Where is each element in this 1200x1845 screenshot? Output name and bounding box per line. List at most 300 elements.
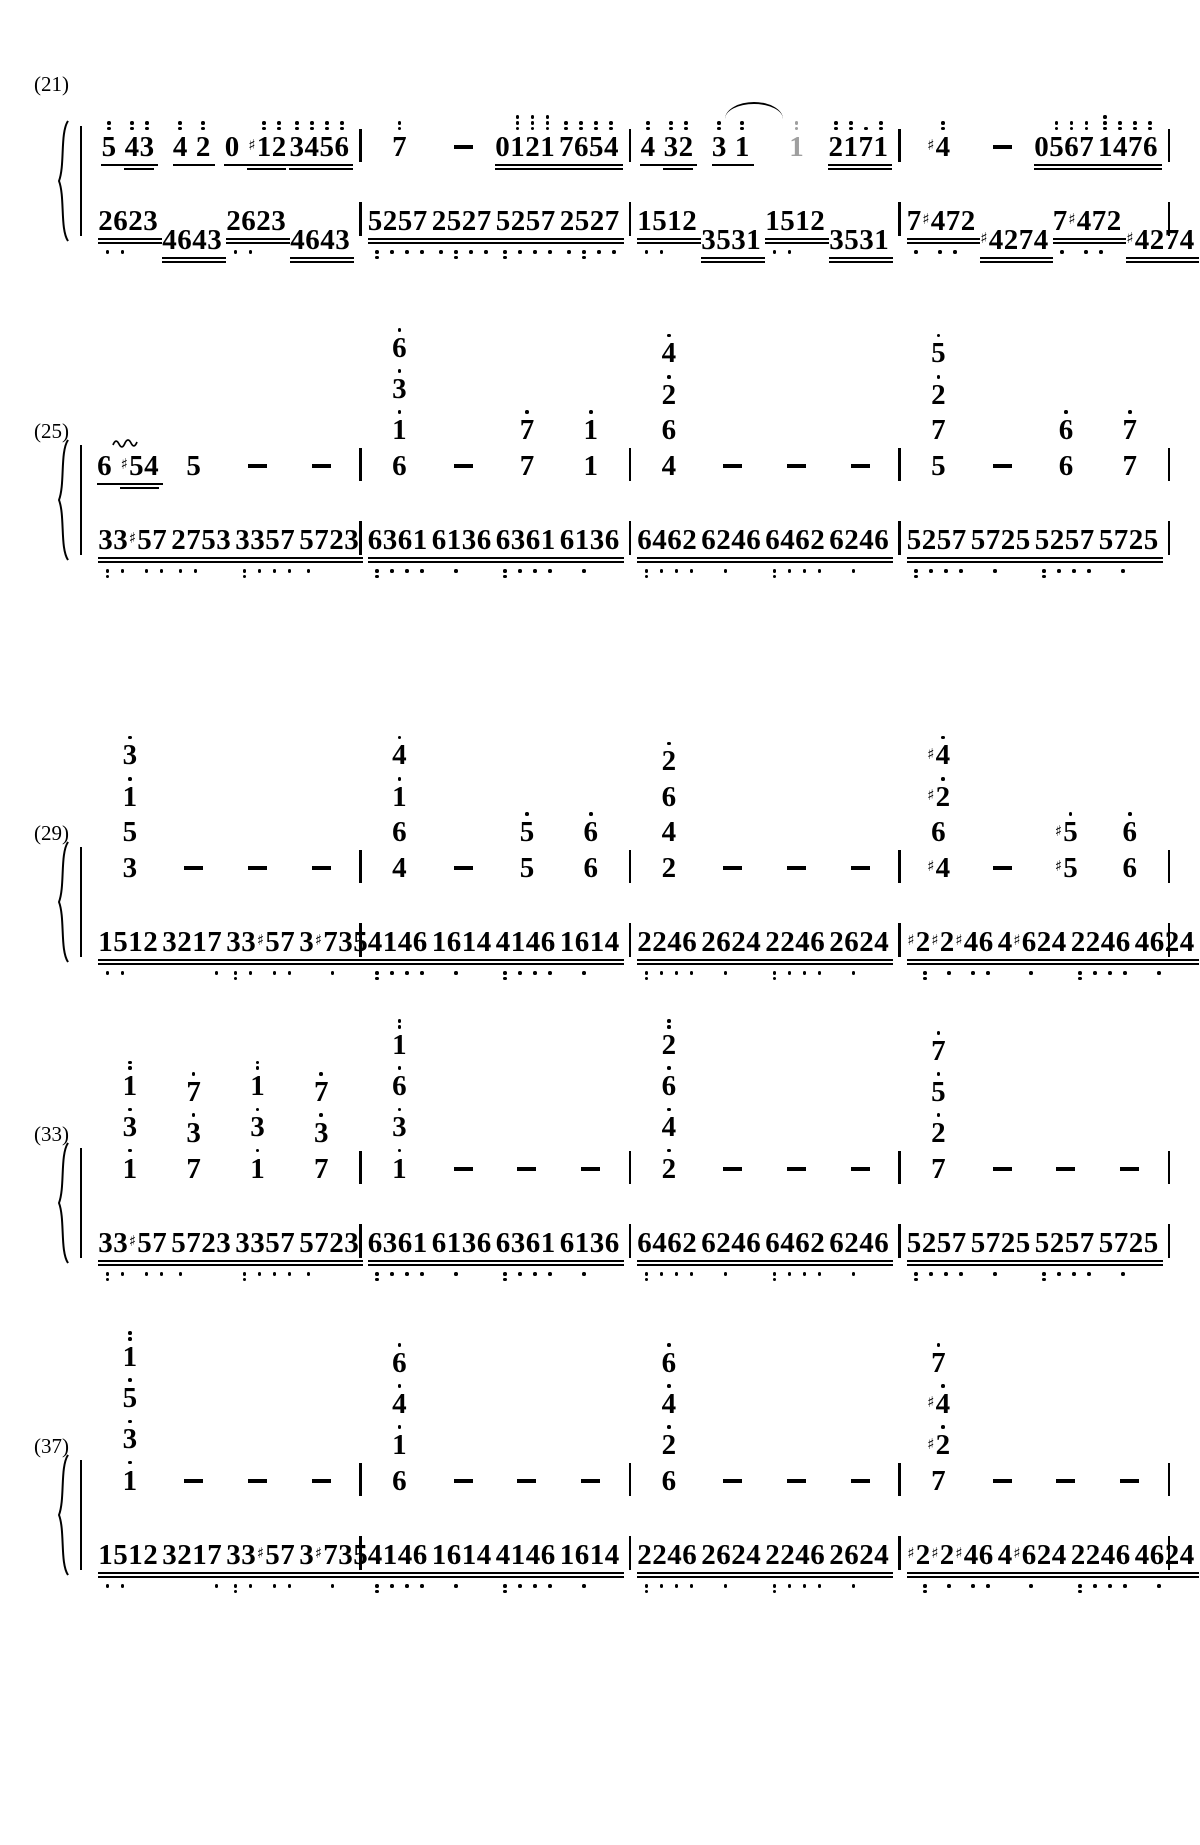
note-digit: 6	[1115, 925, 1131, 958]
note-digit-cell	[280, 927, 295, 957]
note-digit: 2	[1128, 1226, 1144, 1259]
octave-dot-above	[128, 1061, 132, 1065]
sharp-icon: ♯	[927, 1434, 935, 1453]
note-digit: 6	[716, 1538, 731, 1571]
note-digit: 3	[299, 925, 314, 958]
note-digit: 1	[789, 130, 804, 163]
note-digit: 5	[201, 523, 216, 556]
note-digit: 1	[874, 223, 889, 256]
note-digit: 6	[574, 1538, 590, 1571]
note-digit: 2	[921, 523, 937, 556]
octave-dot-below	[390, 1272, 394, 1276]
note-digit-cell	[859, 225, 874, 255]
note-digit: 7	[858, 130, 873, 163]
note-token	[661, 333, 676, 369]
note-digit: 4	[1051, 925, 1067, 958]
note-token	[931, 415, 946, 445]
octave-dot-below	[1078, 971, 1082, 975]
note-digit: 5	[970, 523, 986, 556]
note-digit: 6	[412, 925, 428, 958]
note-digit-cell	[1086, 1540, 1101, 1570]
measure	[901, 114, 1168, 162]
note-digit: 6	[604, 523, 620, 556]
note-digit-cell	[678, 120, 693, 162]
note-digit-cell	[810, 1540, 825, 1570]
below-dot-cell	[385, 249, 400, 255]
note-digit-cell	[235, 525, 250, 555]
beam-underline	[235, 561, 299, 563]
note-group	[1126, 225, 1199, 255]
note-digit: 4	[392, 739, 407, 772]
note-group-with-dots	[907, 1228, 971, 1277]
note-digit-cell	[152, 1228, 167, 1258]
dash-note	[581, 1167, 600, 1171]
below-dot-cell	[115, 1271, 130, 1277]
below-dot-cell	[861, 1271, 876, 1277]
beam-underline	[765, 557, 829, 559]
note-digit: 5	[1015, 523, 1031, 556]
note-digit: 6	[392, 1070, 407, 1103]
beam-underline	[162, 257, 226, 259]
note-digit: 3	[226, 1538, 241, 1571]
octave-dot-below	[1099, 250, 1103, 254]
note-digit: 2	[780, 925, 795, 958]
note-token	[368, 927, 428, 957]
chord-stack	[388, 1018, 411, 1184]
beam-underline	[98, 1572, 162, 1574]
octave-dot-below	[420, 1584, 424, 1588]
note-digit-cell	[216, 1228, 231, 1258]
beam-underline	[971, 561, 1035, 563]
note-token	[907, 525, 967, 555]
note-digit: 6	[525, 1226, 541, 1259]
note-digit-cell	[844, 927, 859, 957]
octave-dot-above	[277, 121, 281, 125]
octave-dot-above	[531, 121, 535, 125]
note-digit: 6	[1122, 851, 1137, 884]
note-token	[560, 206, 620, 236]
note-digit-cell	[392, 735, 407, 771]
dash-note	[454, 464, 473, 468]
below-dot-cell	[1067, 1271, 1082, 1277]
note-digit-cell	[1180, 927, 1195, 957]
note-digit-cell	[1099, 525, 1114, 555]
note-digit-cell	[661, 415, 676, 445]
note-digit: 2	[731, 1538, 746, 1571]
note-digit-cell	[661, 1107, 676, 1143]
octave-dot-below	[548, 1584, 552, 1588]
octave-dot-below	[1087, 569, 1091, 573]
below-dot-cell	[812, 568, 827, 574]
beat	[1034, 1479, 1098, 1496]
note-digit: 1	[446, 523, 462, 556]
beam-underline	[299, 963, 372, 965]
note-digit-cell	[152, 525, 167, 555]
octave-dot-below	[331, 971, 335, 975]
note-group	[1099, 1228, 1163, 1258]
note-token	[314, 1112, 329, 1148]
note-digit: 4	[997, 925, 1013, 958]
note-digit-cell	[859, 1540, 874, 1570]
octave-dot-above	[516, 121, 520, 125]
note-digit: 5	[495, 204, 511, 237]
note-digit-cell	[637, 927, 652, 957]
octave-dot-below	[439, 250, 443, 254]
note-token	[765, 206, 825, 236]
octave-dot-above	[531, 115, 535, 119]
note-digit-cell	[858, 126, 873, 162]
note-token	[392, 1148, 407, 1184]
sharp-spacer	[957, 970, 966, 976]
dash-note	[723, 464, 742, 468]
below-dot-cell	[543, 568, 558, 574]
note-group	[971, 1228, 1035, 1258]
octave-dot-below	[469, 250, 473, 254]
note-group-with-dots	[560, 206, 624, 255]
beam-underline	[1053, 242, 1126, 244]
note-token	[1135, 1540, 1195, 1570]
note-digit: 4	[930, 204, 946, 237]
note-digit-cell	[989, 225, 1004, 255]
beam-underline	[701, 1260, 765, 1262]
below-dot-cell	[237, 1271, 252, 1277]
note-digit: 6	[637, 523, 652, 556]
note-group	[299, 1540, 372, 1570]
note-token	[496, 927, 556, 957]
note-digit-cell	[413, 1540, 428, 1570]
note-digit-cell	[1092, 206, 1107, 236]
note-group	[829, 927, 893, 957]
beam-underline	[299, 1264, 363, 1266]
note-digit-cell	[652, 206, 667, 236]
note-digit: 6	[540, 1538, 556, 1571]
octave-dot-below	[914, 1272, 918, 1276]
octave-dot-below	[548, 1272, 552, 1276]
note-digit: 4	[162, 223, 177, 256]
measure	[92, 925, 368, 976]
note-digit: 6	[392, 1464, 407, 1497]
note-digit: 3	[235, 1226, 250, 1259]
note-digit-cell	[1050, 1228, 1065, 1258]
note-digit: 1	[843, 130, 858, 163]
note-digit-cell	[496, 927, 511, 957]
note-group	[1099, 525, 1163, 555]
note-token	[392, 327, 407, 363]
note-digit-cell	[931, 1154, 946, 1184]
octave-dot-above	[879, 127, 883, 131]
beam-underline	[290, 261, 354, 263]
note-group-with-dots	[829, 525, 893, 574]
beat	[1034, 811, 1098, 883]
note-group-with-dots	[432, 1228, 496, 1277]
dash-note	[993, 145, 1012, 149]
beam-underline	[299, 959, 372, 961]
note-digit: 6	[716, 925, 731, 958]
note-digit: 2	[177, 1538, 192, 1571]
note-digit-cell	[1053, 206, 1068, 236]
beam-underline	[1035, 557, 1099, 559]
note-digit-cell	[931, 1030, 946, 1066]
below-dot-cell	[1152, 970, 1167, 976]
octave-dot-below	[106, 1584, 110, 1588]
octave-dot-above	[594, 127, 598, 131]
note-digit-cell	[398, 1540, 413, 1570]
octave-dot-above	[1133, 127, 1137, 131]
below-dot-cell	[748, 970, 763, 976]
note-digit: 2	[1000, 523, 1016, 556]
below-dot-cell	[1079, 249, 1094, 255]
note-digit-cell	[1165, 1540, 1180, 1570]
note-digit: 2	[859, 925, 874, 958]
note-group	[765, 206, 829, 236]
note-token	[392, 1342, 407, 1378]
dash-note	[184, 866, 203, 870]
note-digit-cell	[447, 525, 462, 555]
note-digit-cell	[462, 1228, 477, 1258]
note-group-with-dots	[971, 1228, 1035, 1277]
octave-dots-below-row	[434, 1271, 494, 1277]
beam-underline	[171, 1260, 235, 1262]
note-group-with-dots	[226, 927, 299, 976]
note-digit-cell	[712, 120, 727, 162]
note-digit: 4	[731, 1226, 746, 1259]
below-dot-cell	[876, 1583, 891, 1589]
note-token	[250, 1148, 265, 1184]
below-dot-cell	[1118, 1583, 1133, 1589]
beam-underline	[171, 557, 235, 559]
note-digit: 3	[313, 1117, 329, 1150]
octave-dots-below-row	[498, 1583, 558, 1589]
note-token	[392, 1018, 407, 1060]
octave-dot-above	[107, 127, 111, 131]
measure	[92, 451, 359, 481]
dash-note	[787, 464, 806, 468]
note-token	[1054, 853, 1078, 883]
octave-dot-above	[398, 1149, 402, 1153]
octave-dot-below	[533, 250, 537, 254]
octave-dot-below	[145, 569, 149, 573]
note-group	[171, 1228, 235, 1258]
below-dot-cell	[918, 970, 933, 976]
note-digit: 1	[559, 925, 575, 958]
note-digit: 7	[412, 204, 428, 237]
below-dot-cell	[607, 568, 622, 574]
below-dot-cell	[1073, 1583, 1088, 1589]
dash-note	[993, 1479, 1012, 1483]
beat	[907, 120, 971, 162]
octave-dot-below	[773, 1590, 777, 1594]
note-token	[907, 206, 976, 236]
beam-underline	[637, 959, 701, 961]
note-digit: 6	[367, 523, 383, 556]
chord-stack	[657, 333, 680, 481]
note-group	[97, 451, 163, 481]
beam-underline	[98, 959, 162, 961]
note-group	[368, 525, 432, 555]
note-token	[931, 333, 946, 369]
note-digit-cell	[829, 525, 844, 555]
below-dot-cell	[718, 1271, 733, 1277]
note-digit-cell	[652, 927, 667, 957]
system-start-barline	[80, 847, 82, 957]
note-digit: 4	[604, 925, 620, 958]
below-dot-cell	[812, 1271, 827, 1277]
octave-dot-below	[690, 1272, 694, 1276]
note-token	[122, 776, 137, 812]
octave-dot-below	[121, 569, 125, 573]
note-digit-cell	[560, 525, 575, 555]
below-dot-cell	[434, 1271, 449, 1277]
note-digit-cell	[765, 927, 780, 957]
measure	[901, 1228, 1168, 1277]
dash-note	[248, 1479, 267, 1483]
note-group	[829, 225, 893, 255]
note-digit: 5	[353, 925, 368, 958]
beat	[162, 866, 226, 883]
note-digit-cell	[640, 120, 655, 162]
octave-dot-above	[295, 121, 299, 125]
below-dot-cell	[340, 1583, 355, 1589]
beam-underline	[701, 1572, 765, 1574]
beam-underline	[496, 1576, 560, 1578]
note-digit-cell	[1143, 120, 1158, 162]
beam-underline	[1135, 1572, 1199, 1574]
note-digit: 7	[186, 1226, 201, 1259]
beam-underline	[765, 963, 829, 965]
trill-icon	[112, 435, 138, 444]
beam-underline	[495, 168, 559, 170]
note-digit-cell	[682, 206, 697, 236]
note-group-with-dots	[496, 927, 560, 976]
below-dot-cell	[325, 970, 340, 976]
note-digit: 5	[1034, 523, 1050, 556]
beat	[828, 464, 892, 481]
note-group-with-dots	[829, 1540, 893, 1589]
note-token	[496, 1228, 556, 1258]
note-digit-cell	[495, 132, 510, 162]
octave-dots-below-row	[498, 249, 558, 255]
octave-dot-below	[1042, 569, 1046, 573]
note-digit-cell	[559, 120, 574, 162]
beat	[98, 120, 162, 162]
note-digit-cell	[477, 525, 492, 555]
note-digit: 2	[921, 1226, 937, 1259]
note-digit-cell	[1099, 1228, 1114, 1258]
beam-underline	[829, 257, 893, 259]
beat	[701, 1479, 765, 1496]
below-dot-cell	[203, 1271, 218, 1277]
beam-underline	[1135, 963, 1199, 965]
note-digit: 6	[661, 780, 677, 813]
octave-dots-below-row	[831, 1583, 891, 1589]
note-digit-cell	[137, 525, 152, 555]
dash-note	[312, 866, 331, 870]
note-digit: 7	[1079, 523, 1095, 556]
note-digit: 2	[1128, 523, 1144, 556]
octave-dot-below	[660, 569, 664, 573]
note-group	[496, 525, 560, 555]
octave-dots-below-row	[639, 568, 699, 574]
below-dot-cell	[607, 1271, 622, 1277]
below-dot-cell	[939, 1271, 954, 1277]
note-digit: 3	[139, 130, 155, 163]
note-digit-cell	[652, 525, 667, 555]
below-dot-cell	[592, 568, 607, 574]
octave-dot-below	[518, 250, 522, 254]
beam-underline	[290, 257, 354, 259]
note-digit-cell	[392, 368, 407, 404]
note-digit-cell	[511, 525, 526, 555]
note-digit-cell	[1001, 525, 1016, 555]
note-group-with-dots	[765, 927, 829, 976]
below-dot-cell	[831, 970, 846, 976]
note-digit: 6	[540, 925, 556, 958]
note-digit-cell	[101, 120, 116, 162]
octave-dot-below	[929, 1272, 933, 1276]
note-digit: 4	[525, 1538, 541, 1571]
note-digit: 2	[716, 523, 731, 556]
octave-dot-below	[645, 1278, 649, 1282]
note-digit-cell	[735, 120, 750, 162]
octave-dot-below	[1042, 1272, 1046, 1276]
beam-underline	[101, 164, 158, 166]
note-digit: 1	[412, 523, 428, 556]
note-digit-cell	[432, 525, 447, 555]
note-group-with-dots	[1071, 1540, 1135, 1589]
octave-dot-below	[914, 569, 918, 573]
note-digit-cell	[935, 1424, 950, 1460]
note-digit-cell	[1035, 525, 1050, 555]
measure	[92, 120, 359, 162]
note-digit: 3	[711, 130, 727, 163]
note-digit-cell	[780, 1228, 795, 1258]
below-dot-cell	[592, 249, 607, 255]
note-digit: 3	[98, 523, 113, 556]
note-digit: 2	[960, 204, 976, 237]
note-digit-cell	[143, 1540, 158, 1570]
below-dot-cell	[831, 568, 846, 574]
note-digit-cell	[1122, 853, 1137, 883]
system-start-barline	[80, 1460, 82, 1570]
beam-underline	[907, 959, 998, 961]
note-digit-cell	[1034, 132, 1049, 162]
note-digit-cell	[746, 1540, 761, 1570]
note-group	[829, 1540, 893, 1570]
note-digit: 6	[431, 1226, 447, 1259]
octave-dot-below	[914, 1278, 918, 1282]
note-token	[661, 1342, 676, 1378]
note-digit-cell	[590, 1540, 605, 1570]
sharp-icon: ♯	[980, 229, 988, 247]
note-digit: 2	[1085, 1538, 1101, 1571]
dash-note	[312, 1479, 331, 1483]
octave-dot-below	[1087, 1272, 1091, 1276]
system	[34, 72, 1195, 256]
note-digit: 7	[1079, 130, 1094, 163]
octave-dots-below-row	[1137, 970, 1197, 976]
octave-dot-below	[518, 1272, 522, 1276]
beat	[1034, 409, 1098, 481]
beam-underline	[701, 561, 765, 563]
note-digit-cell	[1114, 525, 1129, 555]
note-digit-cell	[661, 1018, 676, 1060]
note-digit-cell	[392, 1342, 407, 1378]
measure	[631, 1342, 898, 1496]
note-digit: 6	[573, 130, 589, 163]
below-dot-cell	[861, 568, 876, 574]
note-group	[432, 206, 496, 236]
note-digit-cell	[952, 525, 967, 555]
